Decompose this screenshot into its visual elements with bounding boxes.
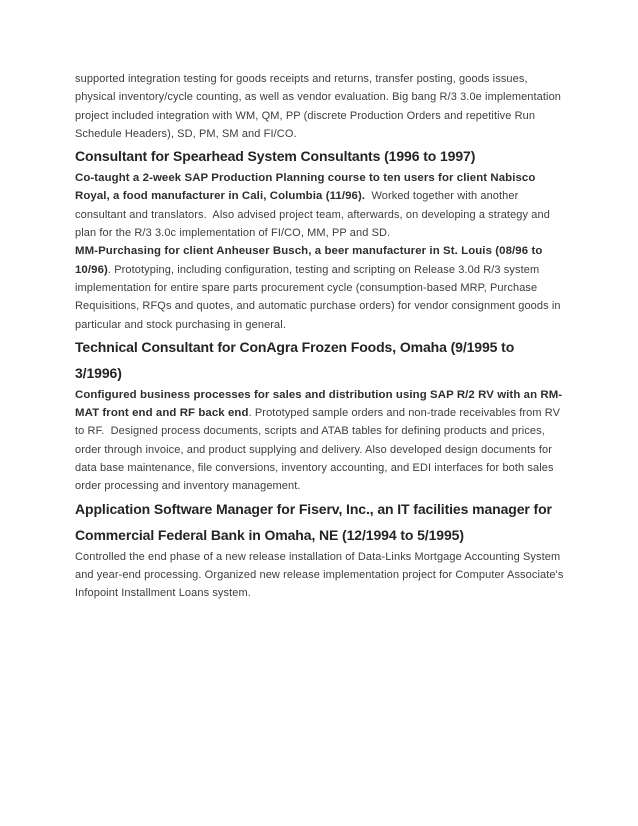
section-heading-conagra-consultant: Technical Consultant for ConAgra Frozen Foods, Omaha (9/1995 to 3/1996) — [75, 338, 515, 381]
paragraph-body-text: . Prototyping, including configuration, testing and scripting on Release 3.0d R/3 system implementation for entire spare parts procurement cycle (consumption-based MRP, Purchase Requisitions, RFQs and quotes, and automatic purchase orders) for vendor consignment goods in particular and stock purchasing in general. — [75, 263, 564, 331]
paragraph-body-text: Worked together with another consultant and translators. Also advised project team, afterwards, on developing a strategy and plan for the R/3 3.0c implementation of FI/CO, MM, PP and SD. — [75, 190, 554, 240]
intro-continuation-paragraph: supported integration testing for goods receipts and returns, transfer posting, goods issues, physical inventory/cycle counting, as well as vendor evaluation. Big bang R/3 3.0e implementation project included integration with WM, QM, PP (discrete Production Orders and repetitive Run Schedule Headers), SD, PM, SM and FI/CO. — [75, 73, 565, 140]
paragraph-body-text: Controlled the end phase of a new release installation of Data-Links Mortgage Accounting System and year-end processing. Organized new release implementation project for Computer Associate's Infopoint Installment Loans system. — [75, 550, 567, 600]
paragraph-anheuser-busch — [75, 242, 564, 333]
paragraph-lead-bold: MM-Purchasing for client Anheuser Busch, a beer manufacturer in St. Louis (08/96 to 10/96) — [75, 245, 546, 276]
paragraph-lead-bold: Co-taught a 2-week SAP Production Planning course to ten users for client Nabisco Royal, a food manufacturer in Cali, Columbia (11/96). — [75, 172, 539, 203]
section-heading-fiserv-manager: Application Software Manager for Fiserv, Inc., an IT facilities manager for Commercial Federal Bank in Omaha, NE (12/1994 to 5/1995) — [75, 500, 552, 543]
paragraph-fiserv — [75, 548, 567, 603]
section-heading-spearhead-consultant: Consultant for Spearhead System Consultants (1996 to 1997) — [75, 148, 476, 165]
paragraph-nabisco-royal — [75, 169, 564, 242]
paragraph-conagra — [75, 386, 564, 496]
paragraph-body-text: . Prototyped sample orders and non-trade receivables from RV to RF. Designed process documents, scripts and ATAB tables for defining products and prices, order through invoice, and product supplying and delivery. Also developed design documents for data base maintenance, file conversions, inventory accounting, and EDI interfaces for both sales order processing and inventory management. — [75, 407, 564, 493]
paragraph-lead-bold: Configured business processes for sales and distribution using SAP R/2 RV with an RM-MAT front end and RF back end — [75, 388, 563, 420]
